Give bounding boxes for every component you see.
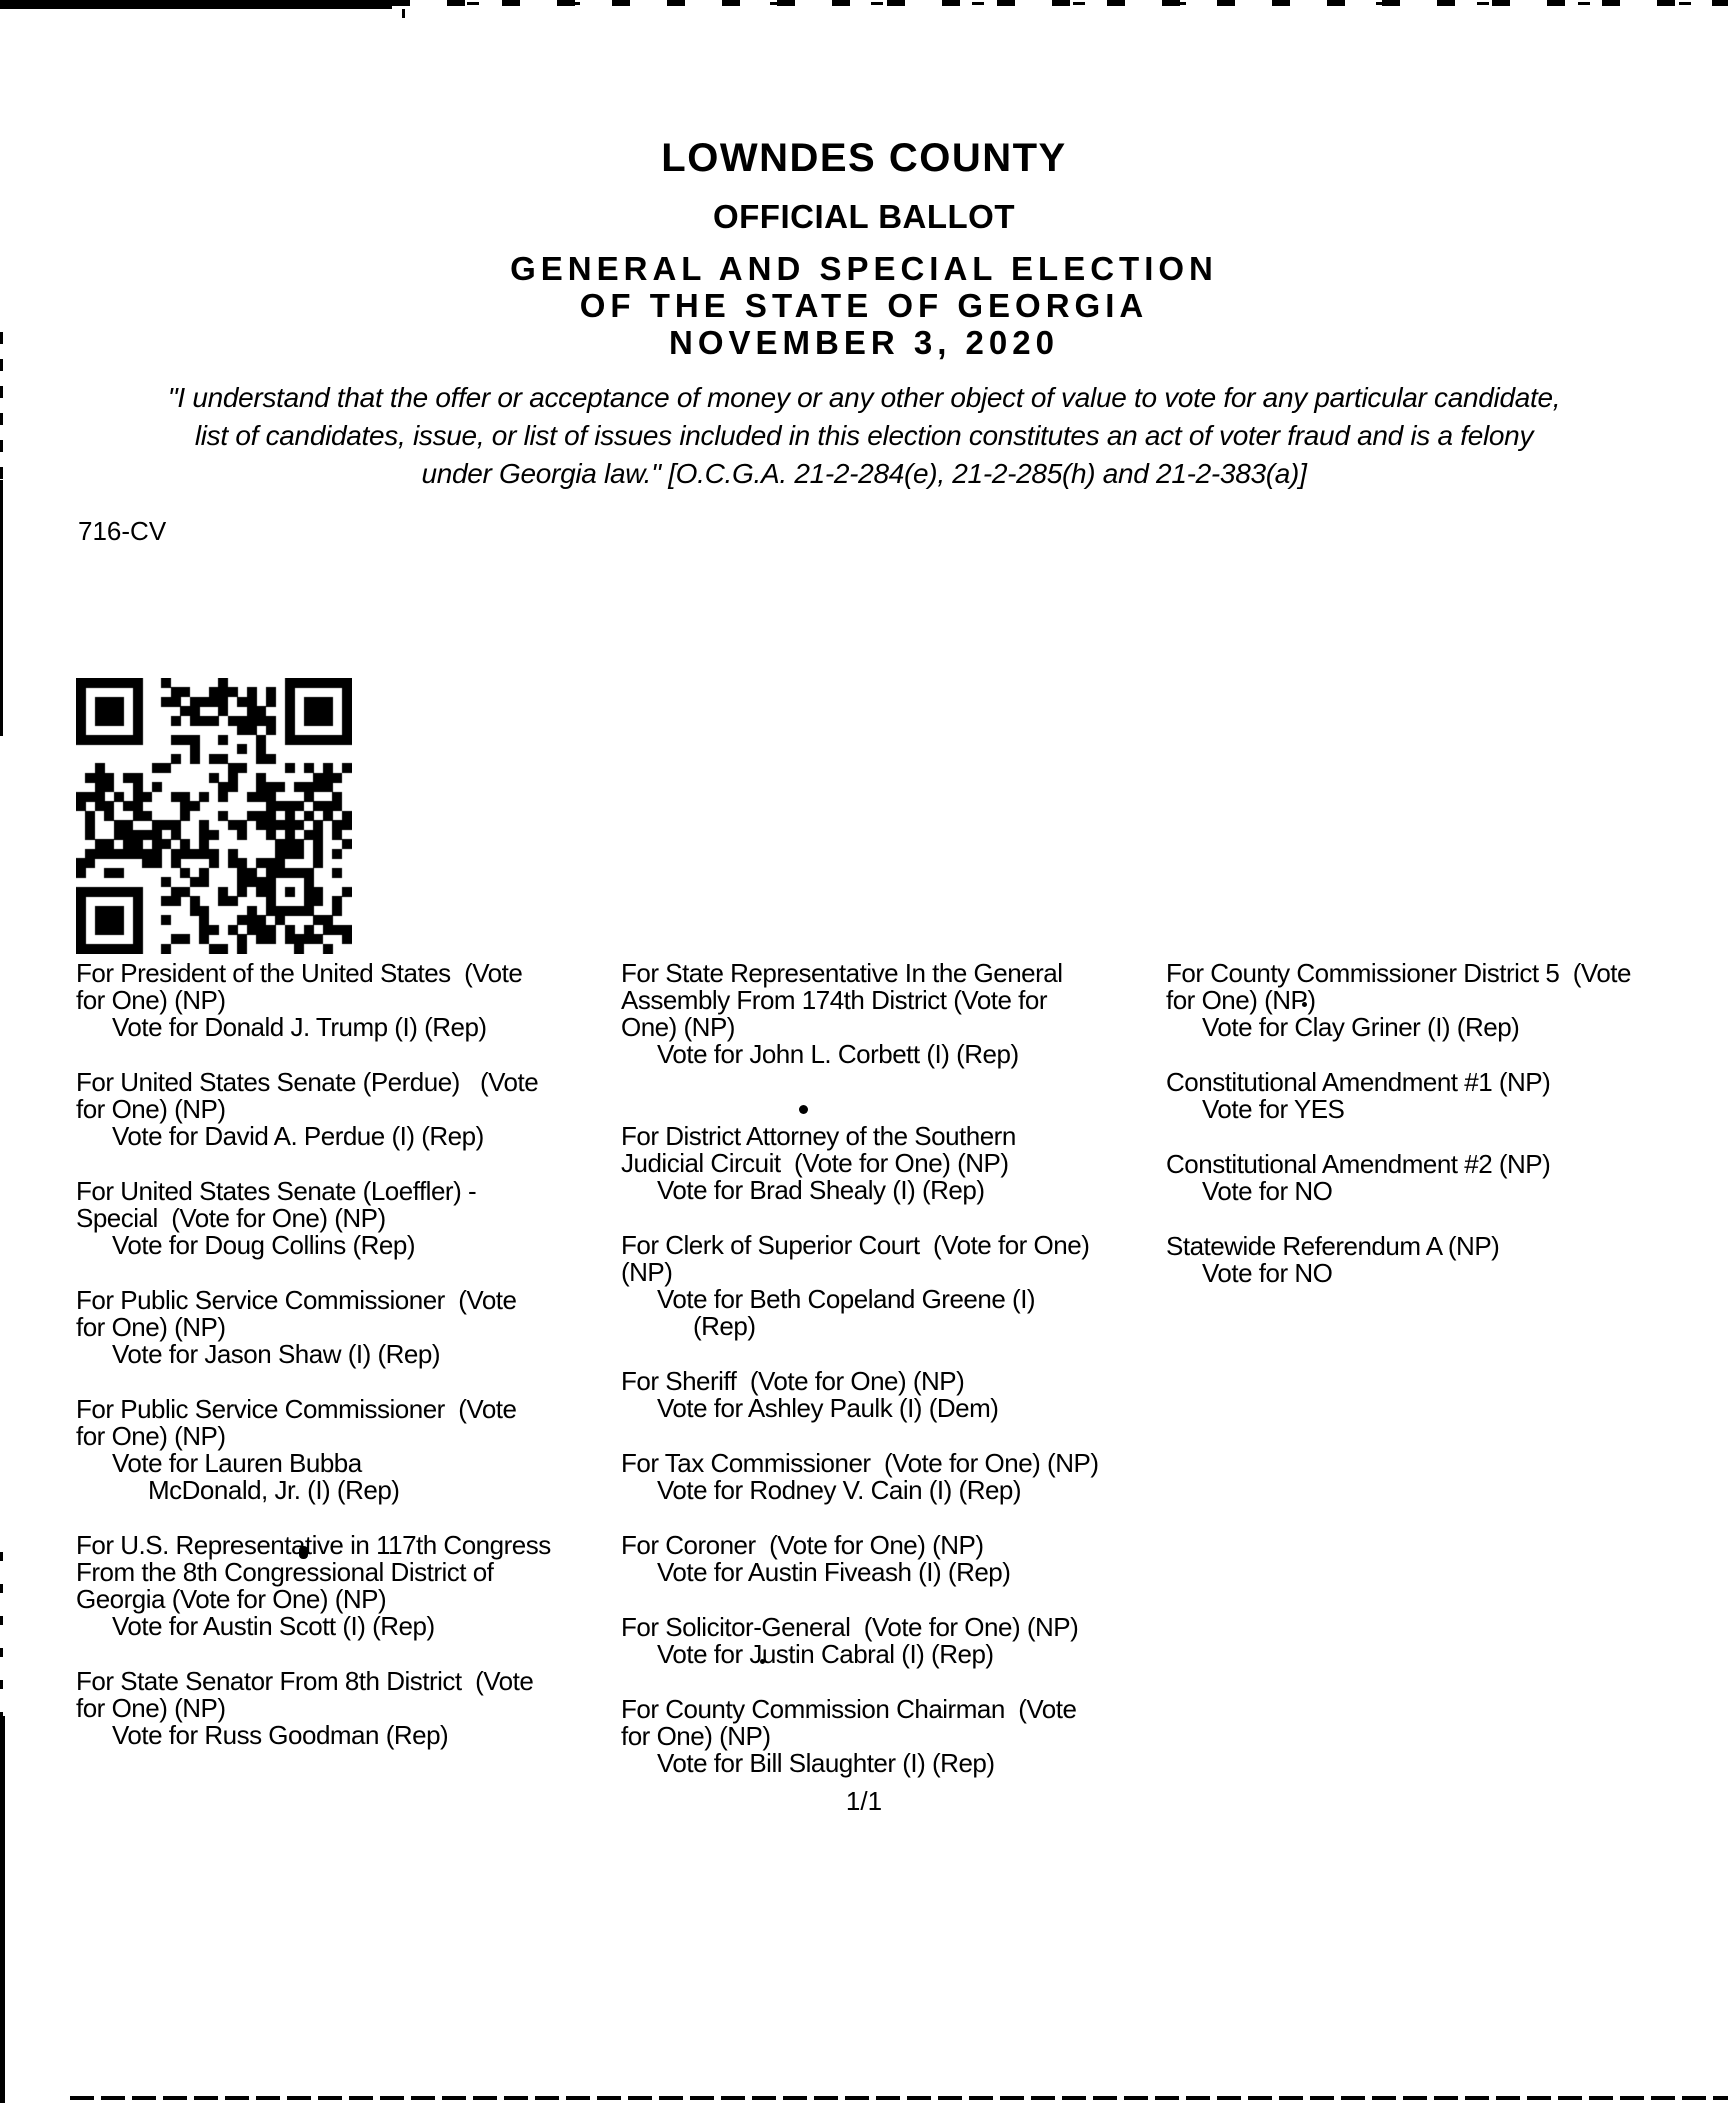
printed-dot-mark (621, 1096, 1157, 1123)
election-title-line: GENERAL AND SPECIAL ELECTION (510, 250, 1218, 287)
contest-title-line: For Solicitor-General (Vote for One) (NP) (621, 1612, 1079, 1642)
vote-selection-line: McDonald, Jr. (I) (Rep) (148, 1475, 400, 1505)
contest-title-line: for One) (NP) (76, 1693, 226, 1723)
contest-title-line: For State Senator From 8th District (Vote (76, 1666, 534, 1696)
contest-title-line: for One) (NP) (621, 1721, 771, 1751)
contest (621, 1532, 1157, 1586)
contest (621, 1096, 1157, 1204)
qr-code (76, 678, 352, 954)
contest-title-line: Statewide Referendum A (NP) (1166, 1231, 1500, 1261)
election-title-line: NOVEMBER 3, 2020 (669, 324, 1059, 361)
contest-title-line: For Coroner (Vote for One) (NP) (621, 1530, 984, 1560)
contest (76, 1069, 592, 1150)
contest (621, 1232, 1157, 1340)
voter-fraud-disclaimer (0, 379, 1728, 493)
contest (621, 1614, 1157, 1668)
contest (76, 1396, 592, 1504)
contest (1166, 1151, 1728, 1205)
scan-artifact-left-dashes-2 (0, 1552, 3, 1716)
contest-title-line: Georgia (Vote for One) (NP) (76, 1584, 387, 1614)
contest-title-line: For County Commissioner District 5 (Vote (1166, 958, 1631, 988)
vote-selection-line: Vote for Russ Goodman (Rep) (112, 1720, 449, 1750)
contest-title-line: for One) (NP) (76, 985, 226, 1015)
vote-selection-line: Vote for Bill Slaughter (I) (Rep) (657, 1748, 995, 1778)
ballot-column-2 (621, 960, 1157, 1805)
ballot-type-title: OFFICIAL BALLOT (712, 198, 1016, 235)
vote-selection-line: Vote for Justin Cabral (I) (Rep) (657, 1639, 994, 1669)
contest-title-line: For U.S. Representative in 117th Congress (76, 1530, 551, 1560)
ballot-style-code: 716-CV (78, 516, 167, 546)
contest-title-line: For President of the United States (Vote (76, 958, 523, 988)
vote-selection-line: Vote for NO (1202, 1176, 1333, 1206)
vote-selection-line: Vote for Doug Collins (Rep) (112, 1230, 415, 1260)
vote-selection-line: Vote for Ashley Paulk (I) (Dem) (657, 1393, 999, 1423)
vote-selection-line: Vote for YES (1202, 1094, 1345, 1124)
election-title (0, 250, 1728, 361)
vote-selection-line: Vote for Austin Fiveash (I) (Rep) (657, 1557, 1011, 1587)
contest-title-line: For United States Senate (Loeffler) - (76, 1176, 477, 1206)
contest (76, 1668, 592, 1749)
scan-artifact-bottom-dashes (70, 2096, 1728, 2100)
disclaimer-line: "I understand that the offer or acceptance of money or any other object of value to vote for any particular candidate, (167, 382, 1561, 413)
contest (621, 1450, 1157, 1504)
vote-selection-line: Vote for Jason Shaw (I) (Rep) (112, 1339, 440, 1369)
disclaimer-line: under Georgia law." [O.C.G.A. 21-2-284(e), 21-2-285(h) and 21-2-383(a)] (421, 458, 1307, 489)
contest-title-line: For State Representative In the General (621, 958, 1063, 988)
vote-selection-line: Vote for Lauren Bubba (112, 1448, 362, 1478)
vote-selection-line: Vote for John L. Corbett (I) (Rep) (657, 1039, 1019, 1069)
contest-title-line: For Sheriff (Vote for One) (NP) (621, 1366, 965, 1396)
contest-title-line: for One) (NP) (76, 1094, 226, 1124)
contest (621, 960, 1157, 1068)
contest-title-line: For County Commission Chairman (Vote (621, 1694, 1077, 1724)
contest-title-line: (NP) (621, 1257, 673, 1287)
scan-artifact-top-dashes-2 (430, 2, 1728, 5)
contest-title-line: For Clerk of Superior Court (Vote for One) (621, 1230, 1090, 1260)
contest-title-line: For United States Senate (Perdue) (Vote (76, 1067, 539, 1097)
vote-selection-line: Vote for Austin Scott (I) (Rep) (112, 1611, 435, 1641)
contest (76, 1178, 592, 1259)
contest-title-line: for One) (NP) (76, 1421, 226, 1451)
contest (76, 1287, 592, 1368)
contest-title-line: Special (Vote for One) (NP) (76, 1203, 386, 1233)
dot-icon (799, 1105, 808, 1114)
contest (76, 960, 592, 1041)
contest-title-line: for One) (NP) (76, 1312, 226, 1342)
contest (1166, 1069, 1728, 1123)
contest-title-line: For Tax Commissioner (Vote for One) (NP) (621, 1448, 1099, 1478)
page-indicator: 1/1 (845, 1786, 883, 1816)
vote-selection-line: Vote for Beth Copeland Greene (I) (657, 1284, 1036, 1314)
election-title-line: OF THE STATE OF GEORGIA (579, 287, 1149, 324)
contest (621, 1368, 1157, 1422)
vote-selection-line: Vote for Clay Griner (I) (Rep) (1202, 1012, 1520, 1042)
scan-artifact-top-bar (0, 0, 392, 9)
disclaimer-line: list of candidates, issue, or list of issues included in this election constitutes an act of voter fraud and is a felony (194, 420, 1534, 451)
ballot-column-3 (1166, 960, 1728, 1315)
contest (621, 1696, 1157, 1777)
scan-artifact-top-tick (402, 9, 405, 18)
contest (76, 1532, 592, 1640)
contest-title-line: Assembly From 174th District (Vote for (621, 985, 1048, 1015)
contest-title-line: From the 8th Congressional District of (76, 1557, 494, 1587)
contest-title-line: Constitutional Amendment #2 (NP) (1166, 1149, 1551, 1179)
scan-artifact-left-line-2 (0, 1716, 5, 2103)
county-title: LOWNDES COUNTY (661, 136, 1067, 180)
vote-selection-line: Vote for Rodney V. Cain (I) (Rep) (657, 1475, 1022, 1505)
vote-selection-line: Vote for NO (1202, 1258, 1333, 1288)
vote-selection-line: Vote for Brad Shealy (I) (Rep) (657, 1175, 985, 1205)
contest-title-line: for One) (NP) (1166, 985, 1316, 1015)
contest (1166, 1233, 1728, 1287)
ballot-column-1 (76, 960, 592, 1777)
vote-selection-line: Vote for David A. Perdue (I) (Rep) (112, 1121, 484, 1151)
contest-title-line: For District Attorney of the Southern (621, 1121, 1016, 1151)
scan-artifact-left-line (0, 480, 3, 736)
contest-title-line: For Public Service Commissioner (Vote (76, 1394, 517, 1424)
contest-title-line: Judicial Circuit (Vote for One) (NP) (621, 1148, 1009, 1178)
contest (1166, 960, 1728, 1041)
contest-title-line: For Public Service Commissioner (Vote (76, 1285, 517, 1315)
vote-selection-line: (Rep) (693, 1311, 756, 1341)
contest-title-line: Constitutional Amendment #1 (NP) (1166, 1067, 1551, 1097)
vote-selection-line: Vote for Donald J. Trump (I) (Rep) (112, 1012, 487, 1042)
contest-title-line: One) (NP) (621, 1012, 735, 1042)
